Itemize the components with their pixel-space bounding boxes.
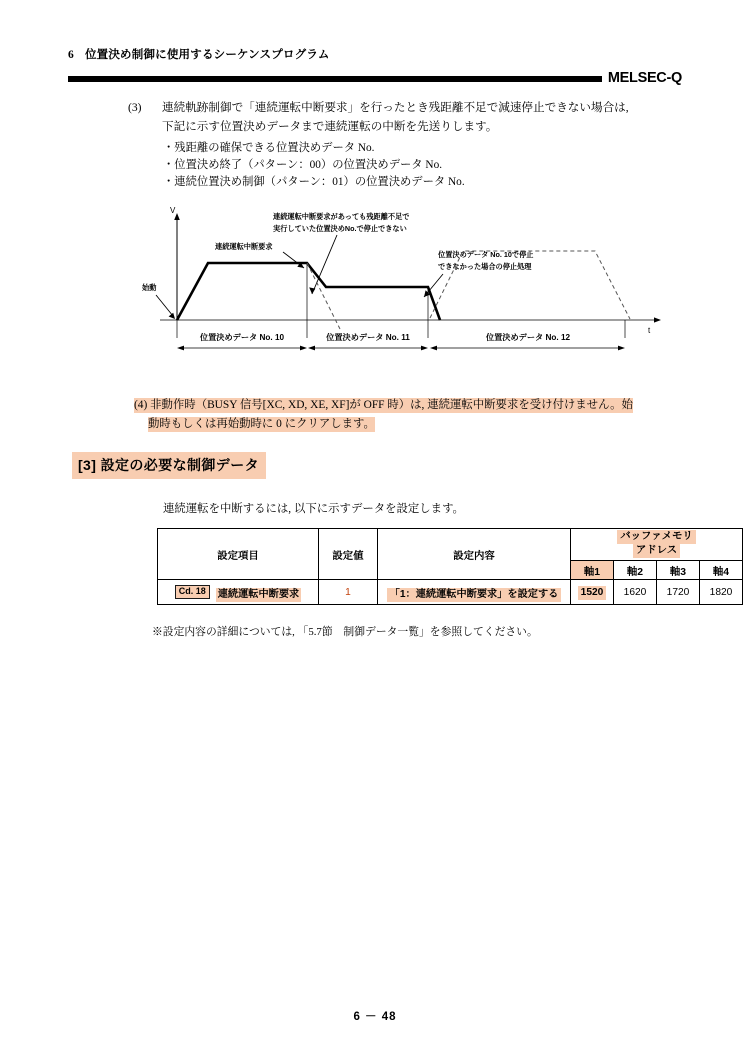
table-header-axis-4: 軸4 bbox=[700, 561, 743, 580]
paragraph-3-bullets bbox=[163, 140, 465, 192]
velocity-timing-diagram bbox=[140, 205, 670, 380]
bullet-item: ・残距離の確保できる位置決めデータ No. bbox=[163, 142, 375, 154]
table-cell-address-axis1 bbox=[571, 580, 614, 605]
table-header-axis-1: 軸1 bbox=[571, 561, 614, 580]
paragraph-3-line1: 連続軌跡制御で「連続運転中断要求」を行ったとき残距離不足で減速停止できない場合は, bbox=[162, 101, 629, 114]
control-data-table bbox=[157, 528, 743, 605]
figure-segment-label: 位置決めデータ No. 11 bbox=[326, 333, 410, 342]
figure-segment-label: 位置決めデータ No. 10 bbox=[199, 333, 285, 342]
bullet-item: ・位置決め終了（パターン：00）の位置決めデータ No. bbox=[163, 159, 443, 172]
table-header-row-1 bbox=[158, 529, 743, 561]
table-header-axis-3: 軸3 bbox=[657, 561, 700, 580]
table-cell-address-axis3: 1720 bbox=[657, 580, 700, 605]
figure-velocity-curve bbox=[177, 263, 440, 320]
product-name: MELSEC-Q bbox=[607, 70, 682, 86]
section-intro-text: 連続運転を中断するには, 以下に示すデータを設定します。 bbox=[163, 503, 464, 515]
figure-dashed-original-decel bbox=[307, 263, 340, 329]
table-cell-address-axis2: 1620 bbox=[614, 580, 657, 605]
header-rule-bar bbox=[68, 76, 602, 82]
buffer-header-line1: バッファメモリ bbox=[617, 530, 696, 544]
page-footer: 6 － 48 bbox=[353, 1011, 397, 1023]
section-heading-3: [3] 設定の必要な制御データ bbox=[72, 452, 266, 479]
chapter-title: 位置決め制御に使用するシーケンスプログラム bbox=[84, 49, 330, 61]
control-data-code-badge: Cd. 18 bbox=[175, 585, 210, 599]
table-row bbox=[158, 580, 743, 605]
figure-x-axis-arrow bbox=[654, 317, 661, 322]
table-footnote: ※設定内容の詳細については, 「5.7節 制御データ一覧」を参照してください。 bbox=[152, 626, 538, 638]
paragraph-4-line1: (4) 非動作時（BUSY 信号[XC, XD, XE, XF]が OFF 時）は, 連続運転中断要求を受け付けません。始 bbox=[134, 399, 633, 411]
figure-start-arrow bbox=[169, 313, 175, 319]
address-value-axis1: 1520 bbox=[578, 586, 607, 600]
table-cell-value: 1 bbox=[319, 580, 378, 605]
buffer-header-line2: アドレス bbox=[633, 544, 680, 558]
figure-segment-measures bbox=[177, 346, 625, 351]
table-cell-address-axis4: 1820 bbox=[700, 580, 743, 605]
figure-segment-label: 位置決めデータ No. 12 bbox=[485, 333, 571, 342]
table-header-axis-2: 軸2 bbox=[614, 561, 657, 580]
table-header-content: 設定内容 bbox=[378, 529, 571, 580]
control-data-item-name: 連続運転中断要求 bbox=[217, 588, 300, 600]
paragraph-4-line2: 動時もしくは再始動時に 0 にクリアします。 bbox=[148, 418, 375, 430]
table-cell-content-text: 「1：連続運転中断要求」を設定する bbox=[387, 588, 562, 602]
chapter-heading bbox=[68, 46, 330, 62]
figure-x-axis-label: t bbox=[648, 326, 651, 335]
chapter-number: 6 bbox=[68, 49, 74, 61]
table-header-buffer-address bbox=[571, 529, 743, 561]
paragraph-4 bbox=[134, 396, 690, 434]
table-cell-content bbox=[378, 580, 571, 605]
paragraph-3 bbox=[128, 98, 688, 136]
figure-callout-right-line2: できなかった場合の停止処理 bbox=[438, 262, 532, 271]
figure-start-label: 始動 bbox=[142, 283, 157, 292]
figure-callout-request: 連続運転中断要求 bbox=[215, 242, 273, 251]
header-rule bbox=[68, 72, 682, 86]
figure-callout-top-line2: 実行していた位置決めNo.で停止できない bbox=[273, 224, 407, 233]
paragraph-3-line2: 下記に示す位置決めデータまで連続運転の中断を先送りします。 bbox=[162, 120, 498, 133]
figure-start-leader bbox=[156, 295, 173, 316]
paragraph-3-marker: (3) bbox=[128, 101, 142, 114]
figure-y-axis-label: V bbox=[170, 206, 176, 215]
bullet-item: ・連続位置決め制御（パターン：01）の位置決めデータ No. bbox=[163, 176, 465, 189]
table-header-item: 設定項目 bbox=[158, 529, 319, 580]
table-cell-item bbox=[158, 580, 319, 605]
table-header-value: 設定値 bbox=[319, 529, 378, 580]
figure-callout-right-line1: 位置決めデータ No. 10で停止 bbox=[438, 250, 534, 259]
figure-callout-top-line1: 連続運転中断要求があっても残距離不足で bbox=[273, 212, 410, 221]
control-data-table-wrap bbox=[157, 528, 743, 605]
